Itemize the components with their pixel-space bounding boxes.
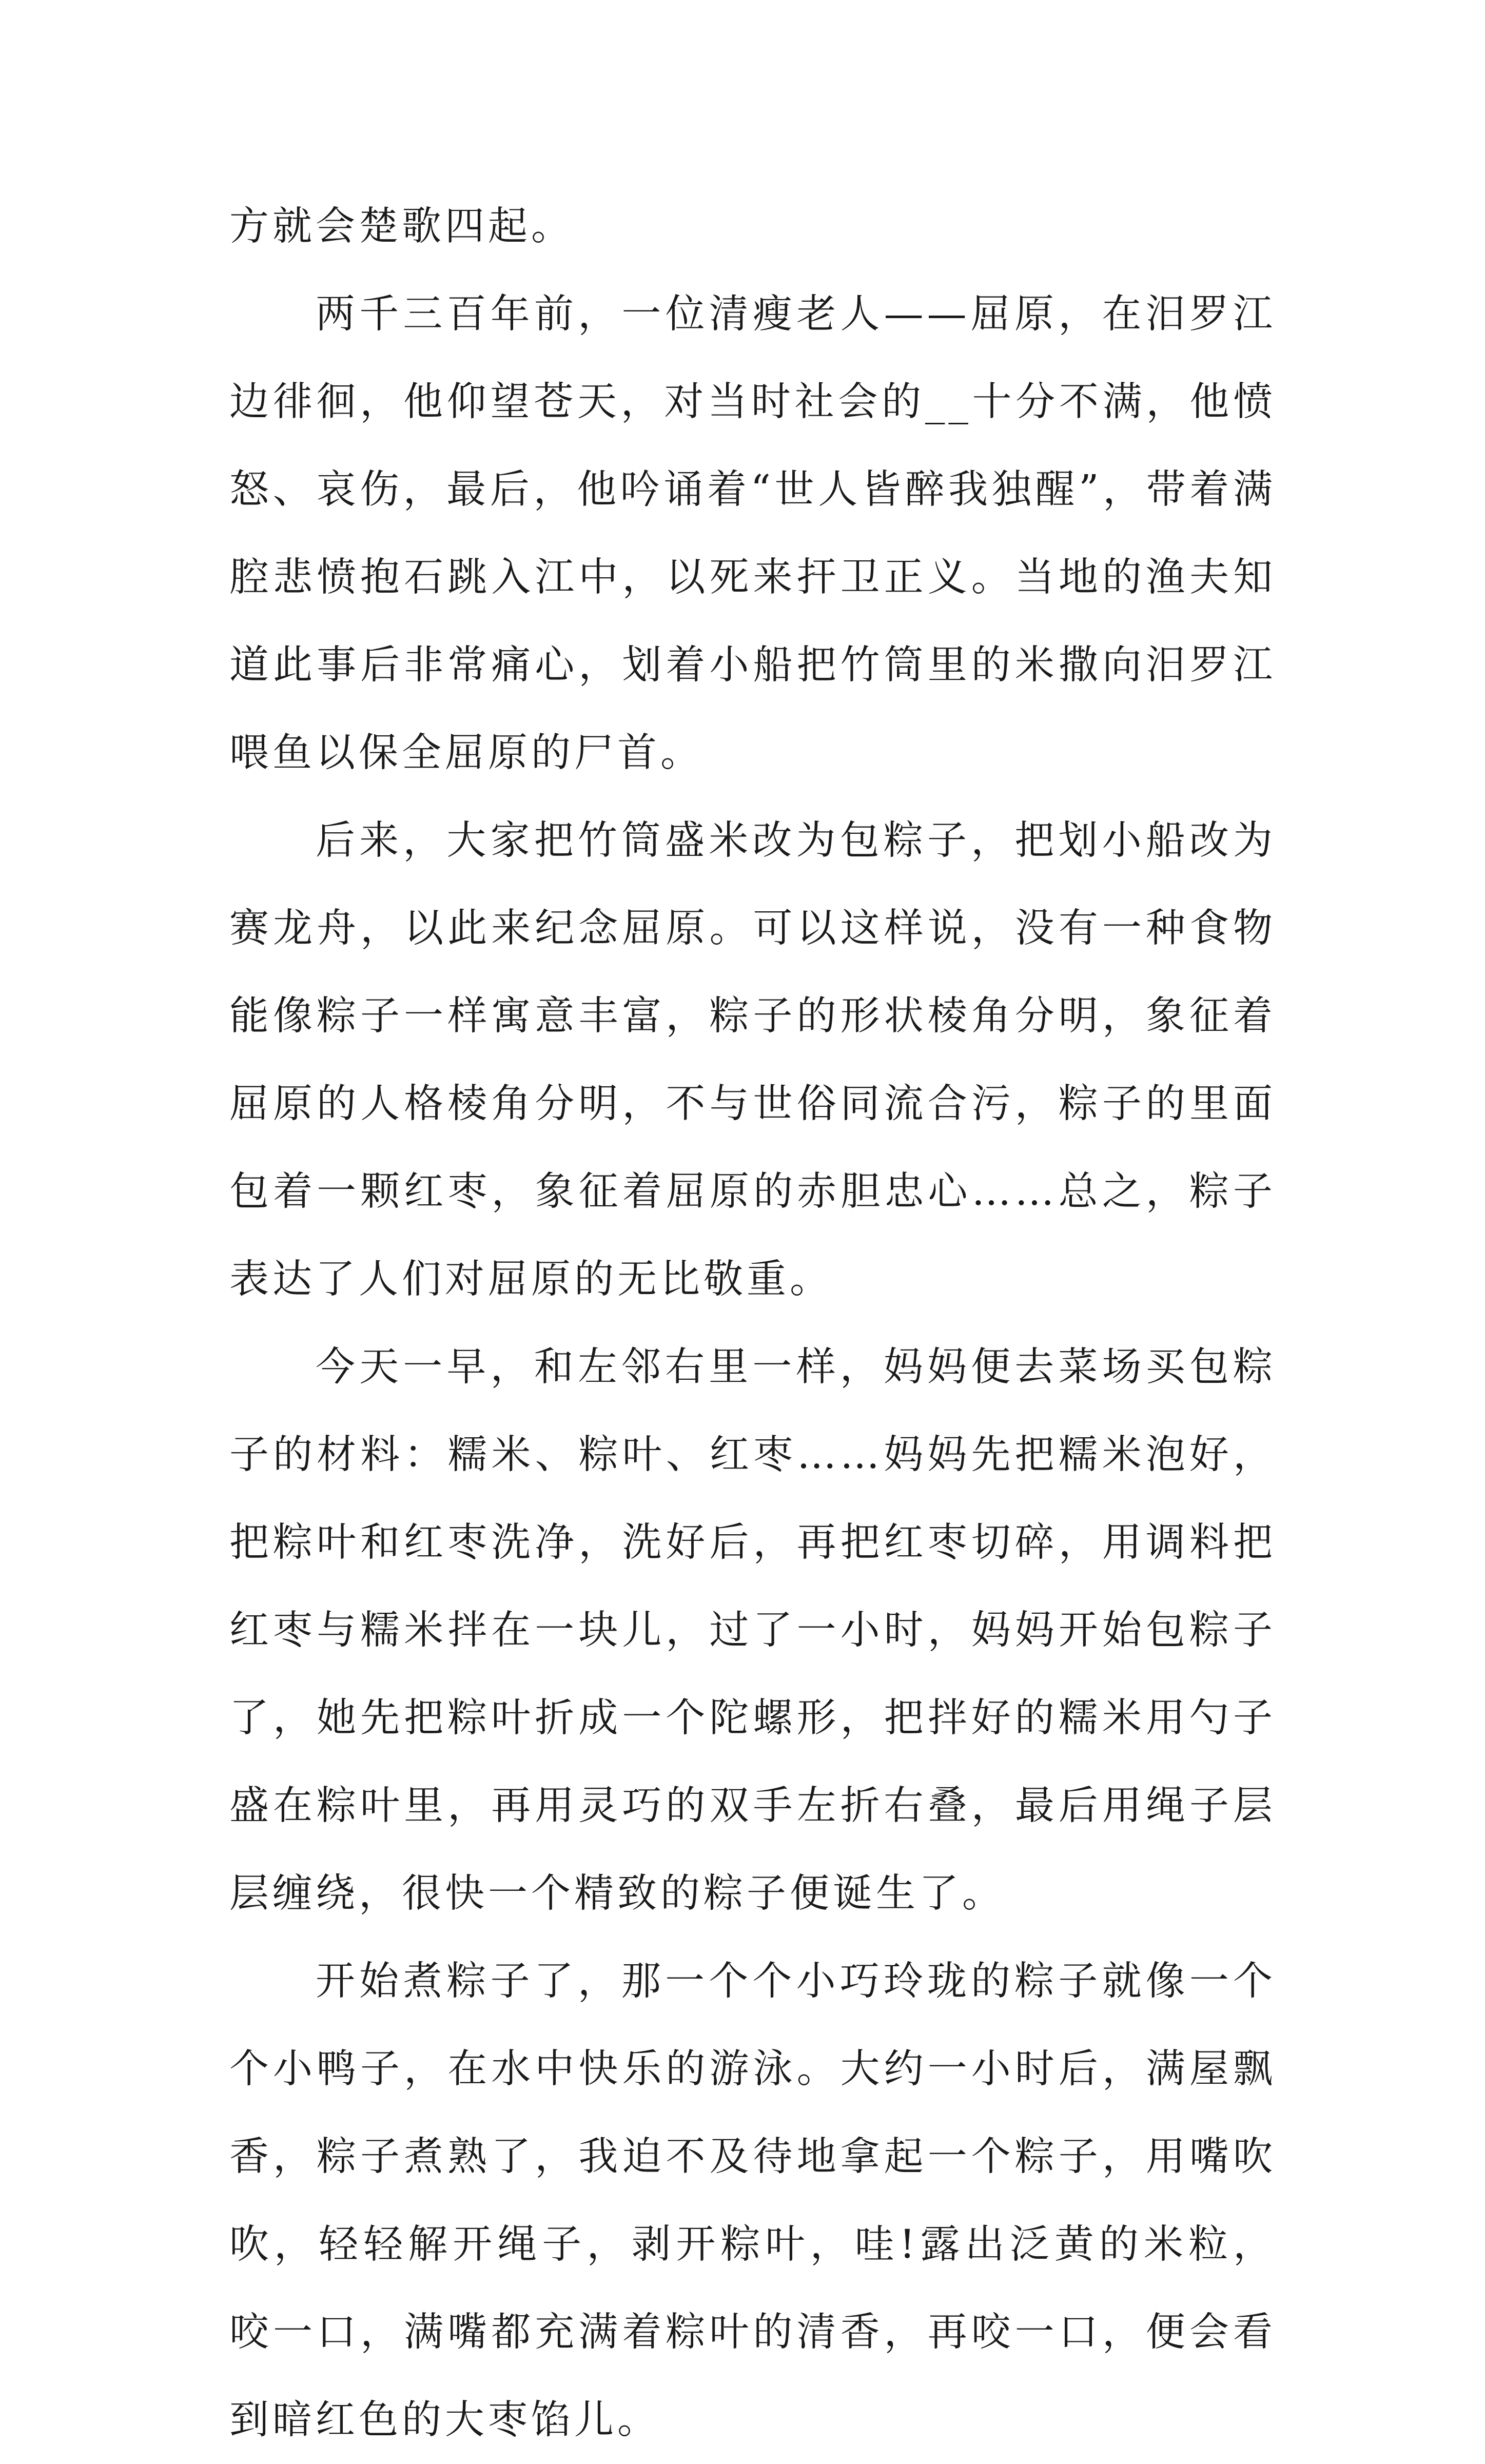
paragraph-continuation: 方就会楚歌四起。 — [229, 204, 574, 249]
paragraph-making-zongzi: 今天一早，和左邻右里一样，妈妈便去菜场买包粽子的材料：糯米、粽叶、红枣……妈妈先把糯米泡好，把粽叶和红枣洗净，洗好后，再把红枣切碎，用调料把红枣与糯米拌在一块儿，过了一小时，妈妈开始包粽子了，她先把粽叶折成一个陀螺形，把拌好的糯米用勺子盛在粽叶里，再用灵巧的双手左折右叠，最后用绳子层层缠绕，很快一个精致的粽子便诞生了。 — [229, 1344, 1276, 1917]
paragraph-cooking-zongzi: 开始煮粽子了，那一个个小巧玲珑的粽子就像一个个小鸭子，在水中快乐的游泳。大约一小时后，满屋飘香，粽子煮熟了，我迫不及待地拿起一个粽子，用嘴吹吹，轻轻解开绳子，剥开粽叶，哇!露出泛黄的米粒，咬一口，满嘴都充满着粽叶的清香，再咬一口，便会看到暗红色的大枣馅儿。 — [229, 1959, 1276, 2443]
paragraph-zongzi-meaning: 后来，大家把竹筒盛米改为包粽子，把划小船改为赛龙舟，以此来纪念屈原。可以这样说，没有一种食物能像粽子一样寓意丰富，粽子的形状棱角分明，象征着屈原的人格棱角分明，不与世俗同流合污，粽子的里面包着一颗红枣，象征着屈原的赤胆忠心……总之，粽子表达了人们对屈原的无比敬重。 — [229, 818, 1276, 1302]
document-body — [229, 183, 1276, 2464]
paragraph-quyuan-story: 两千三百年前，一位清瘦老人——屈原，在汨罗江边徘徊，他仰望苍天，对当时社会的__十分不满，他愤怒、哀伤，最后，他吟诵着“世人皆醉我独醒”，带着满腔悲愤抱石跳入江中，以死来扞卫正义。当地的渔夫知道此事后非常痛心，划着小船把竹筒里的米撒向汨罗江喂鱼以保全屈原的尸首。 — [229, 291, 1276, 776]
